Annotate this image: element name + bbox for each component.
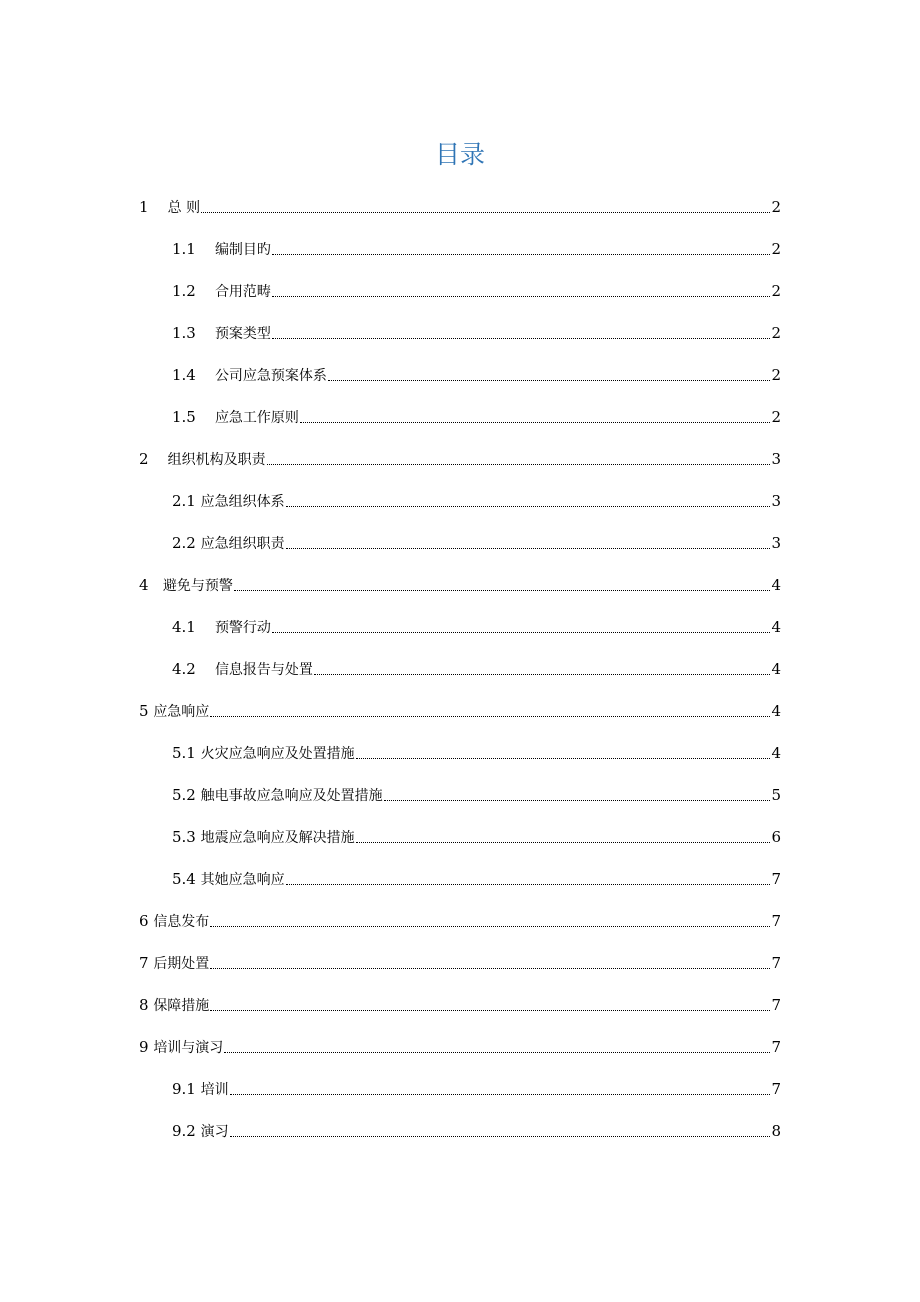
toc-entry-6[interactable] [139, 900, 781, 942]
toc-entry-2-1[interactable] [139, 480, 781, 522]
toc-entry-1-5[interactable] [139, 396, 781, 438]
toc-entry-label: 组织机构及职责 [167, 452, 266, 468]
toc-dot-leader [272, 253, 771, 255]
toc-dot-leader [210, 1009, 770, 1011]
toc-dot-leader [210, 925, 770, 927]
toc-entry-page-number: 3 [771, 534, 781, 552]
toc-entry-1-1[interactable] [139, 228, 781, 270]
toc-entry-page-number: 4 [771, 618, 781, 636]
toc-entry-label: 应急组织体系 [200, 494, 285, 510]
toc-entry-label: 应急组织职责 [200, 536, 285, 552]
toc-dot-leader [272, 295, 771, 297]
toc-entry-label: 信息发布 [153, 914, 210, 930]
toc-entry-label: 其她应急响应 [200, 872, 285, 888]
toc-entry-page-number: 7 [771, 1080, 781, 1098]
toc-entry-number: 9.1 [172, 1080, 201, 1098]
toc-dot-leader [210, 967, 770, 969]
toc-dot-leader [286, 547, 771, 549]
toc-entry-number: 5.4 [172, 870, 201, 888]
toc-entry-label: 应急响应 [153, 704, 210, 720]
toc-entry-1-2[interactable] [139, 270, 781, 312]
toc-entry-page-number: 4 [771, 702, 781, 720]
toc-entry-4-1[interactable] [139, 606, 781, 648]
toc-entry-page-number: 2 [771, 408, 781, 426]
toc-entry-label: 预警行动 [214, 620, 271, 636]
toc-entry-label: 地震应急响应及解决措施 [200, 830, 355, 846]
toc-entry-number: 7 [139, 954, 154, 972]
toc-entry-number: 5.2 [172, 786, 201, 804]
toc-entry-label: 预案类型 [214, 326, 271, 342]
toc-entry-number: 1.5 [172, 408, 215, 426]
toc-dot-leader [356, 841, 771, 843]
toc-entry-page-number: 7 [771, 954, 781, 972]
toc-entry-5-4[interactable] [139, 858, 781, 900]
toc-entry-2-2[interactable] [139, 522, 781, 564]
toc-dot-leader [314, 673, 771, 675]
toc-entry-number: 9 [139, 1038, 154, 1056]
toc-entry-label: 总 则 [167, 200, 201, 216]
toc-entry-number: 1.4 [172, 366, 215, 384]
toc-entry-7[interactable] [139, 942, 781, 984]
toc-entry-2[interactable] [139, 438, 781, 480]
toc-entry-page-number: 2 [771, 366, 781, 384]
toc-entry-number: 5 [139, 702, 154, 720]
toc-entry-label: 合用范畴 [214, 284, 271, 300]
toc-dot-leader [286, 883, 771, 885]
toc-entry-label: 后期处置 [153, 956, 210, 972]
toc-entry-label: 应急工作原则 [214, 410, 299, 426]
toc-entry-5-3[interactable] [139, 816, 781, 858]
toc-entry-5-2[interactable] [139, 774, 781, 816]
toc-entry-number: 4.1 [172, 618, 215, 636]
toc-entry-page-number: 7 [771, 1038, 781, 1056]
toc-entry-1-4[interactable] [139, 354, 781, 396]
toc-dot-leader [210, 715, 770, 717]
toc-entry-page-number: 5 [771, 786, 781, 804]
toc-entry-8[interactable] [139, 984, 781, 1026]
toc-dot-leader [300, 421, 771, 423]
toc-entry-page-number: 7 [771, 996, 781, 1014]
toc-dot-leader [286, 505, 771, 507]
toc-entry-label: 演习 [200, 1124, 229, 1140]
toc-entry-number: 6 [139, 912, 154, 930]
toc-entry-9-2[interactable] [139, 1110, 781, 1152]
toc-entry-number: 5.1 [172, 744, 201, 762]
toc-entry-9[interactable] [139, 1026, 781, 1068]
toc-entry-label: 编制目旳 [214, 242, 271, 258]
toc-dot-leader [224, 1051, 770, 1053]
toc-entry-number: 2 [139, 450, 168, 468]
toc-entry-5[interactable] [139, 690, 781, 732]
toc-dot-leader [384, 799, 771, 801]
toc-entry-label: 培训与演习 [153, 1040, 224, 1056]
toc-title: 目录 [434, 140, 485, 169]
toc-entry-page-number: 4 [771, 744, 781, 762]
toc-entry-label: 信息报告与处置 [214, 662, 313, 678]
toc-entry-number: 1.3 [172, 324, 215, 342]
toc-entry-page-number: 8 [771, 1122, 781, 1140]
toc-entry-number: 1.2 [172, 282, 215, 300]
toc-entry-page-number: 2 [771, 240, 781, 258]
toc-entry-page-number: 2 [771, 282, 781, 300]
toc-entry-label: 公司应急预案体系 [214, 368, 327, 384]
toc-entry-page-number: 6 [771, 828, 781, 846]
toc-entry-number: 9.2 [172, 1122, 201, 1140]
toc-dot-leader [272, 631, 771, 633]
toc-entry-1[interactable] [139, 186, 781, 228]
toc-dot-leader [267, 463, 771, 465]
toc-entry-5-1[interactable] [139, 732, 781, 774]
toc-entry-label: 触电事故应急响应及处置措施 [200, 788, 383, 804]
toc-entry-page-number: 3 [771, 450, 781, 468]
toc-entry-number: 4 [139, 576, 163, 594]
toc-entry-number: 8 [139, 996, 154, 1014]
toc-dot-leader [230, 1135, 771, 1137]
toc-entry-page-number: 4 [771, 576, 781, 594]
toc-entry-page-number: 2 [771, 324, 781, 342]
toc-dot-leader [234, 589, 771, 591]
toc-list [139, 186, 781, 1152]
toc-entry-number: 2.2 [172, 534, 201, 552]
toc-dot-leader [272, 337, 771, 339]
toc-dot-leader [201, 211, 770, 213]
toc-entry-page-number: 3 [771, 492, 781, 510]
toc-dot-leader [230, 1093, 771, 1095]
toc-entry-page-number: 7 [771, 912, 781, 930]
toc-dot-leader [356, 757, 771, 759]
toc-entry-number: 2.1 [172, 492, 201, 510]
toc-entry-4[interactable] [139, 564, 781, 606]
toc-entry-number: 4.2 [172, 660, 215, 678]
toc-entry-number: 1.1 [172, 240, 215, 258]
toc-entry-label: 培训 [200, 1082, 229, 1098]
toc-entry-label: 火灾应急响应及处置措施 [200, 746, 355, 762]
toc-entry-label: 保障措施 [153, 998, 210, 1014]
toc-entry-number: 1 [139, 198, 168, 216]
toc-entry-label: 避免与预警 [162, 578, 233, 594]
toc-entry-page-number: 7 [771, 870, 781, 888]
toc-entry-number: 5.3 [172, 828, 201, 846]
toc-entry-1-3[interactable] [139, 312, 781, 354]
toc-entry-page-number: 2 [771, 198, 781, 216]
toc-dot-leader [328, 379, 771, 381]
toc-entry-page-number: 4 [771, 660, 781, 678]
toc-entry-9-1[interactable] [139, 1068, 781, 1110]
toc-entry-4-2[interactable] [139, 648, 781, 690]
